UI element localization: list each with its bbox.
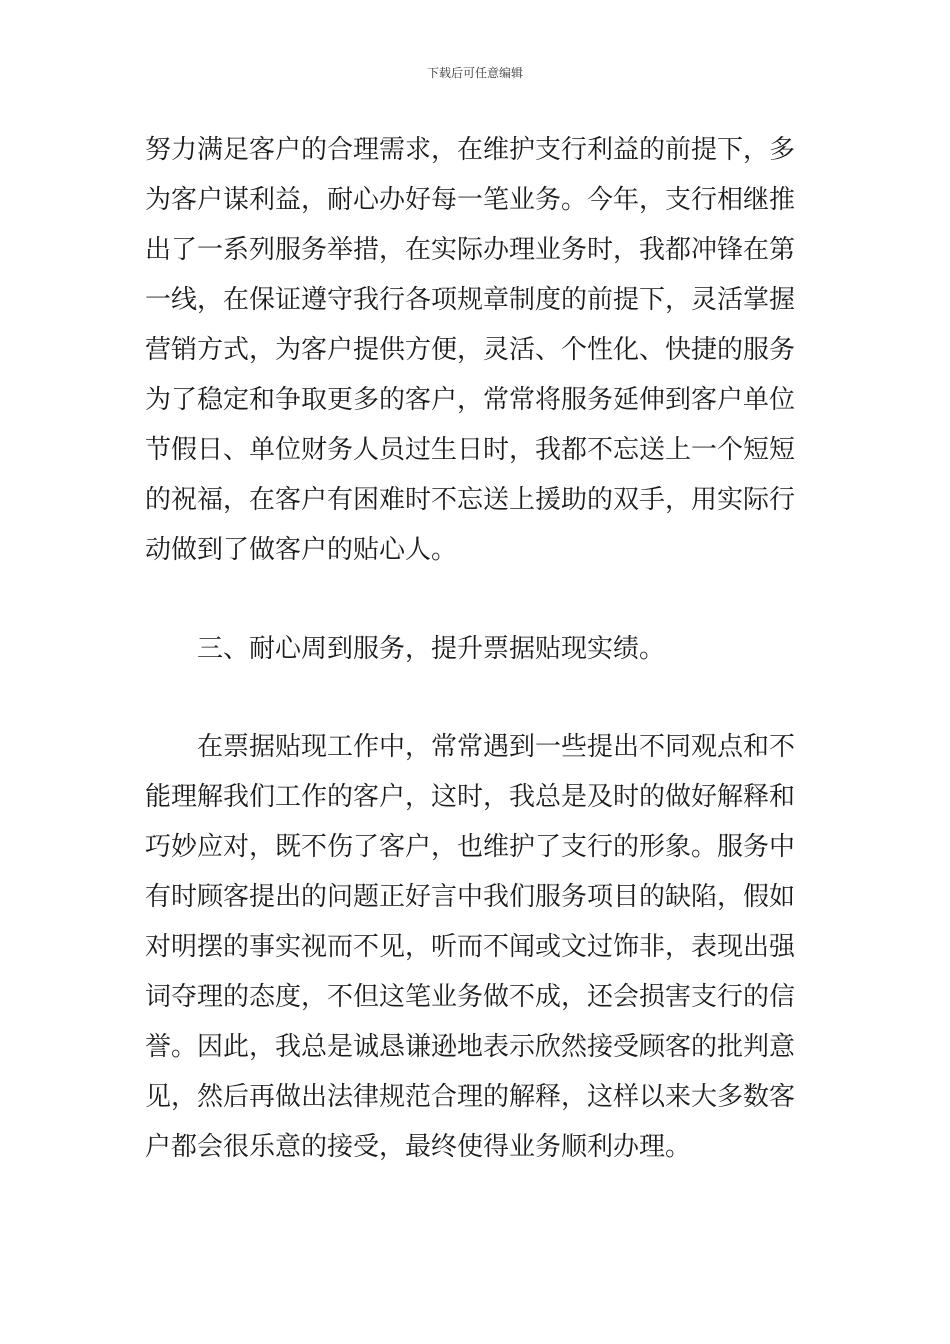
- paragraph-2-line: 户都会很乐意的接受，最终使得业务顺利办理。: [145, 1132, 692, 1162]
- paragraph-2-line: 誉。因此，我总是诚恳谦逊地表示欣然接受顾客的批判意: [145, 1032, 796, 1062]
- paragraph-1-line: 为客户谋利益，耐心办好每一笔业务。今年，支行相继推: [145, 185, 796, 215]
- paragraph-1-line: 节假日、单位财务人员过生日时，我都不忘送上一个短短: [145, 435, 796, 465]
- paragraph-1-line: 为了稳定和争取更多的客户，常常将服务延伸到客户单位: [145, 385, 796, 415]
- paragraph-1-line: 营销方式，为客户提供方便，灵活、个性化、快捷的服务: [145, 335, 796, 365]
- paragraph-2-line: 巧妙应对，既不伤了客户，也维护了支行的形象。服务中: [145, 832, 796, 862]
- paragraph-2-line: 有时顾客提出的问题正好言中我们服务项目的缺陷，假如: [145, 882, 796, 912]
- paragraph-1-line: 努力满足客户的合理需求，在维护支行利益的前提下，多: [145, 135, 796, 165]
- paragraph-2-line: 词夺理的态度，不但这笔业务做不成，还会损害支行的信: [145, 982, 796, 1012]
- paragraph-1-line: 的祝福，在客户有困难时不忘送上援助的双手，用实际行: [145, 485, 796, 515]
- paragraph-1-line: 动做到了做客户的贴心人。: [145, 535, 458, 565]
- page-header: 下载后可任意编辑: [426, 66, 523, 80]
- paragraph-2-line: 能理解我们工作的客户，这时，我总是及时的做好解释和: [145, 782, 796, 812]
- paragraph-2-line: 见，然后再做出法律规范合理的解释，这样以来大多数客: [145, 1082, 796, 1112]
- paragraph-1-line: 出了一系列服务举措，在实际办理业务时，我都冲锋在第: [145, 235, 796, 265]
- paragraph-2-line: 对明摆的事实视而不见，听而不闻或文过饰非，表现出强: [145, 932, 796, 962]
- paragraph-2-line: 在票据贴现工作中，常常遇到一些提出不同观点和不: [197, 732, 796, 762]
- section-heading-3: 三、耐心周到服务，提升票据贴现实绩。: [197, 634, 666, 664]
- paragraph-1-line: 一线，在保证遵守我行各项规章制度的前提下，灵活掌握: [145, 285, 796, 315]
